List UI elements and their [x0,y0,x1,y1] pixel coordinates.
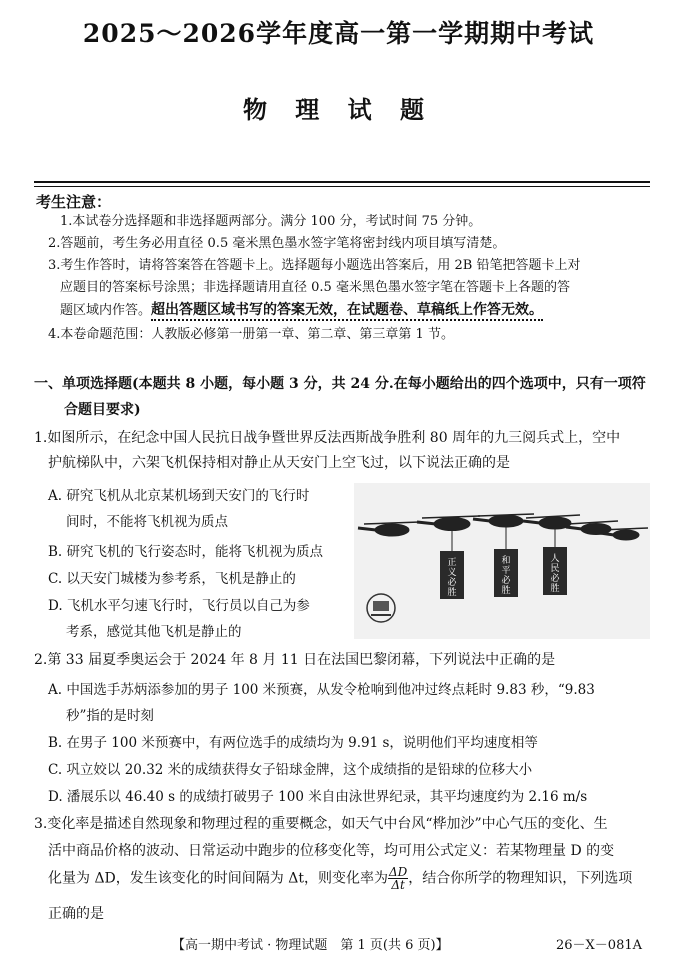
parade-emblem-icon [367,594,395,622]
q2-option-a-line-2: 秒”指的是时刻 [66,708,154,724]
q3-line-3-suffix: ，结合你所学的物理知识，下列选项 [408,870,633,887]
q1-option-d-line-2: 考系，感觉其他飞机是静止的 [66,624,242,640]
q3-line-1: 3.变化率是描述自然现象和物理过程的重要概念，如天气中台风“桦加沙”中心气压的变化、生 [34,816,608,832]
section-heading-line-1: 一、单项选择题(本题共 8 小题，每小题 3 分，共 24 分.在每小题给出的四个选项中，只有一项符 [34,376,646,392]
q1-stem-line-1: 1.如图所示，在纪念中国人民抗日战争暨世界反法西斯战争胜利 80 周年的九三阅兵式上，空中 [34,430,621,446]
q1-stem-line-2: 护航梯队中，六架飞机保持相对静止从天安门上空飞过，以下说法正确的是 [48,455,510,471]
fraction-denominator: Δt [391,878,405,892]
q2-option-a-line-1: A. 中国选手苏炳添参加的男子 100 米预赛，从发令枪响到他冲过终点耗时 9.83 秒，“9.83 [48,682,595,698]
q3-line-3-prefix: 化量为 ΔD，发生该变化的时间间隔为 Δt，则变化率为 [48,870,388,887]
subject-title: 物 理 试 题 [242,95,435,124]
rate-fraction [388,866,408,891]
exam-title: 2025～2026学年度高一第一学期期中考试 [82,19,595,48]
exam-code: 26－X－081A [556,938,642,953]
q1-option-d-line-1: D. 飞机水平匀速飞行时，飞行员以自己为参 [48,598,310,614]
q1-option-a-line-1: A. 研究飞机从北京某机场到天安门的飞行时 [48,488,310,504]
section-heading-line-2: 合题目要求) [64,402,141,418]
helicopter-formation-photo [354,483,650,639]
q1-option-c: C. 以天安门城楼为参考系，飞机是静止的 [48,571,296,587]
note-item-3-line-1: 3.考生作答时，请将答案答在答题卡上。选择题每小题选出答案后，用 2B 铅笔把答题卡上对 [48,258,581,273]
note-item-3-prefix: 题区域内作答。 [60,303,152,318]
page-footer: 【高一期中考试 · 物理试题 第 1 页(共 6 页)】 [172,938,449,953]
note-emphasis: 超出答题区域书写的答案无效，在试题卷、草稿纸上作答无效。 [151,302,543,321]
q3-line-4: 正确的是 [48,906,104,922]
note-item-1: 1.本试卷分选择题和非选择题两部分。满分 100 分，考试时间 75 分钟。 [60,214,482,229]
q1-option-a-line-2: 间时，不能将飞机视为质点 [66,514,228,530]
q2-option-c: C. 巩立姣以 20.32 米的成绩获得女子铅球金牌，这个成绩指的是铅球的位移大小 [48,762,533,778]
q2-option-b: B. 在男子 100 米预赛中，有两位选手的成绩均为 9.91 s，说明他们平均速度相等 [48,735,538,751]
notes-heading: 考生注意： [36,193,112,211]
q2-option-d: D. 潘展乐以 46.40 s 的成绩打破男子 100 米自由泳世界纪录，其平均速度约为 2.16 m/s [48,789,588,805]
note-item-2: 2.答题前，考生务必用直径 0.5 毫米黑色墨水签字笔将密封线内项目填写清楚。 [48,236,506,251]
note-item-3-line-3 [60,300,543,321]
q3-line-2: 活中商品价格的波动、日常运动中跑步的位移变化等，均可用公式定义：若某物理量 D 的变 [48,843,615,859]
q3-line-3 [48,866,632,891]
banner-text-2: 和平必胜 [501,556,511,596]
divider-thick [34,181,650,183]
note-item-4: 4.本卷命题范围：人教版必修第一册第一章、第二章、第三章第 1 节。 [48,327,454,342]
banner-text-1: 正义必胜 [447,558,457,598]
banner-text-3: 人民必胜 [550,554,560,594]
fraction-numerator: ΔD [388,865,408,879]
divider-thin [34,186,650,187]
note-item-3-line-2: 应题目的答案标号涂黑；非选择题请用直径 0.5 毫米黑色墨水签字笔在答题卡上各题的答 [60,280,570,295]
q1-option-b: B. 研究飞机的飞行姿态时，能将飞机视为质点 [48,544,324,560]
q2-stem: 2.第 33 届夏季奥运会于 2024 年 8 月 11 日在法国巴黎闭幕，下列说法中正确的是 [34,652,556,668]
